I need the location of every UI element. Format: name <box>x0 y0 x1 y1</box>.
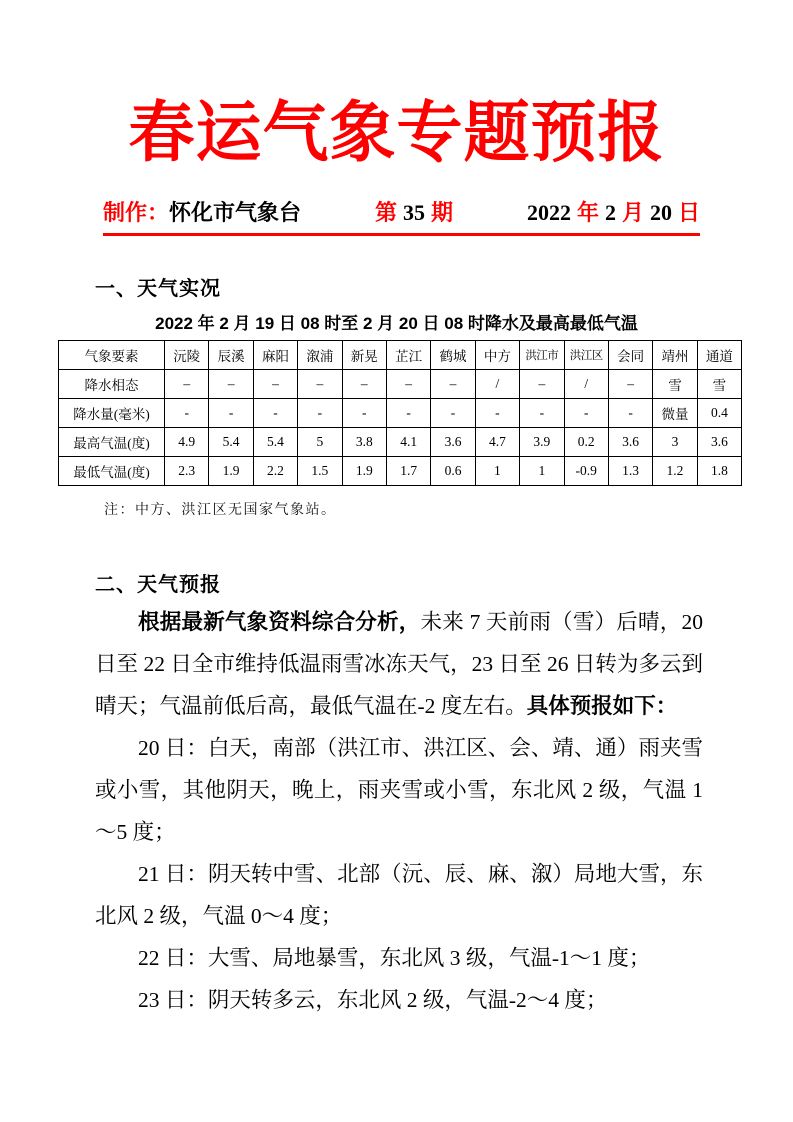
forecast-body-text: 20 日：白天，南部（洪江市、洪江区、会、靖、通）雨夹雪或小雪，其他阴天，晚上，雨夹雪或小雪，东北风 2 级，气温 1～5 度； <box>95 736 703 844</box>
table-cell-value: 3 <box>653 428 697 457</box>
table-cell-value: 3.9 <box>520 428 564 457</box>
section-heading-forecast: 二、天气预报 <box>95 574 221 596</box>
forecast-paragraphs <box>95 601 703 1021</box>
forecast-body-text: 21 日：阴天转中雪、北部（沅、辰、麻、溆）局地大雪，东北风 2 级，气温 0～4 度； <box>95 862 703 928</box>
table-cell-value: 1.2 <box>653 457 697 486</box>
station-column-header: 辰溪 <box>209 341 253 370</box>
table-cell-value: 雪 <box>653 370 697 399</box>
producer <box>103 199 301 228</box>
table-cell-value: – <box>431 370 475 399</box>
date-month: 2 <box>604 200 616 225</box>
table-cell-value: – <box>209 370 253 399</box>
forecast-emphasis-text: 根据最新气象资料综合分析， <box>138 610 421 634</box>
table-cell-value: 1.9 <box>342 457 386 486</box>
issue-suffix: 期 <box>430 200 453 225</box>
table-cell-value: - <box>209 399 253 428</box>
table-cell-value: 4.1 <box>386 428 430 457</box>
weather-table <box>58 340 742 486</box>
table-cell-value: / <box>475 370 519 399</box>
date-day: 20 <box>649 200 672 225</box>
station-column-header: 洪江市 <box>520 341 564 370</box>
station-column-header: 通道 <box>697 341 741 370</box>
document-title: 春运气象专题预报 <box>128 97 665 170</box>
weather-table-row <box>59 457 742 486</box>
issue-prefix: 第 <box>374 200 397 225</box>
table-cell-value: - <box>475 399 519 428</box>
table-cell-value: – <box>253 370 297 399</box>
weather-table-row <box>59 370 742 399</box>
table-cell-value: 1 <box>520 457 564 486</box>
table-cell-value: – <box>520 370 564 399</box>
table-cell-value: - <box>608 399 652 428</box>
table-cell-value: 1.8 <box>697 457 741 486</box>
element-column-header: 气象要素 <box>59 341 165 370</box>
table-cell-value: - <box>386 399 430 428</box>
producer-label: 制作： <box>103 200 170 225</box>
date-year: 2022 <box>526 200 571 225</box>
table-cell-value: – <box>608 370 652 399</box>
table-cell-value: 3.6 <box>431 428 475 457</box>
table-cell-value: 1.5 <box>298 457 342 486</box>
table-cell-value: 1.7 <box>386 457 430 486</box>
row-label: 降水相态 <box>59 370 165 399</box>
forecast-paragraph <box>95 853 703 937</box>
table-cell-value: 0.4 <box>697 399 741 428</box>
weather-table-row <box>59 428 742 457</box>
station-column-header: 沅陵 <box>165 341 209 370</box>
table-cell-value: 5.4 <box>253 428 297 457</box>
table-cell-value: / <box>564 370 608 399</box>
issue-date <box>527 199 700 228</box>
station-column-header: 鹤城 <box>431 341 475 370</box>
weather-table-header-row <box>59 341 742 370</box>
table-cell-value: - <box>431 399 475 428</box>
table-cell-value: - <box>253 399 297 428</box>
table-cell-value: 5 <box>298 428 342 457</box>
section-heading-actual-weather: 一、天气实况 <box>95 278 221 300</box>
forecast-body-text: 23 日：阴天转多云，东北风 2 级，气温-2～4 度； <box>138 988 608 1012</box>
table-cell-value: 4.7 <box>475 428 519 457</box>
table-cell-value: 3.6 <box>608 428 652 457</box>
table-cell-value: 微量 <box>653 399 697 428</box>
table-cell-value: – <box>342 370 386 399</box>
forecast-body-text: 22 日：大雪、局地暴雪，东北风 3 级，气温-1～1 度； <box>138 946 651 970</box>
table-cell-value: 3.8 <box>342 428 386 457</box>
issue-number <box>375 199 453 228</box>
issue-value: 35 <box>402 200 425 225</box>
table-cell-value: - <box>165 399 209 428</box>
station-column-header: 洪江区 <box>564 341 608 370</box>
table-cell-value: 1 <box>475 457 519 486</box>
table-cell-value: 雪 <box>697 370 741 399</box>
station-column-header: 会同 <box>608 341 652 370</box>
table-cell-value: - <box>342 399 386 428</box>
table-cell-value: - <box>564 399 608 428</box>
table-cell-value: – <box>165 370 209 399</box>
table-cell-value: 2.3 <box>165 457 209 486</box>
table-cell-value: 5.4 <box>209 428 253 457</box>
table-cell-value: - <box>520 399 564 428</box>
table-cell-value: 1.3 <box>608 457 652 486</box>
forecast-emphasis-text: 具体预报如下： <box>526 694 678 718</box>
table-note: 注：中方、洪江区无国家气象站。 <box>104 503 337 518</box>
weather-table-row <box>59 399 742 428</box>
forecast-paragraph <box>95 979 703 1021</box>
forecast-body-text: 未来 7 天前雨（雪）后晴，20 日至 22 日全市维持低温雨雪冰冻天气，23 日至 26 日转为多云到晴天；气温前低后高，最低气温在-2 度左右。 <box>95 610 703 718</box>
row-label: 降水量(毫米) <box>59 399 165 428</box>
row-label: 最低气温(度) <box>59 457 165 486</box>
table-cell-value: -0.9 <box>564 457 608 486</box>
table-cell-value: 0.6 <box>431 457 475 486</box>
masthead-row <box>103 199 700 228</box>
station-column-header: 溆浦 <box>298 341 342 370</box>
table-cell-value: 0.2 <box>564 428 608 457</box>
date-year-unit: 年 <box>576 200 599 225</box>
table-cell-value: - <box>298 399 342 428</box>
station-column-header: 新晃 <box>342 341 386 370</box>
table-cell-value: – <box>386 370 430 399</box>
table-cell-value: 3.6 <box>697 428 741 457</box>
forecast-paragraph <box>95 937 703 979</box>
forecast-paragraph <box>95 727 703 853</box>
station-column-header: 麻阳 <box>253 341 297 370</box>
masthead-divider <box>103 233 700 236</box>
station-column-header: 靖州 <box>653 341 697 370</box>
row-label: 最高气温(度) <box>59 428 165 457</box>
date-day-unit: 日 <box>677 200 700 225</box>
table-cell-value: 4.9 <box>165 428 209 457</box>
weather-table-title: 2022 年 2 月 19 日 08 时至 2 月 20 日 08 时降水及最高最低气温 <box>155 314 638 333</box>
date-month-unit: 月 <box>621 200 644 225</box>
forecast-paragraph <box>95 601 703 727</box>
table-cell-value: – <box>298 370 342 399</box>
table-cell-value: 1.9 <box>209 457 253 486</box>
station-column-header: 中方 <box>475 341 519 370</box>
station-column-header: 芷江 <box>386 341 430 370</box>
producer-value: 怀化市气象台 <box>169 200 302 225</box>
table-cell-value: 2.2 <box>253 457 297 486</box>
